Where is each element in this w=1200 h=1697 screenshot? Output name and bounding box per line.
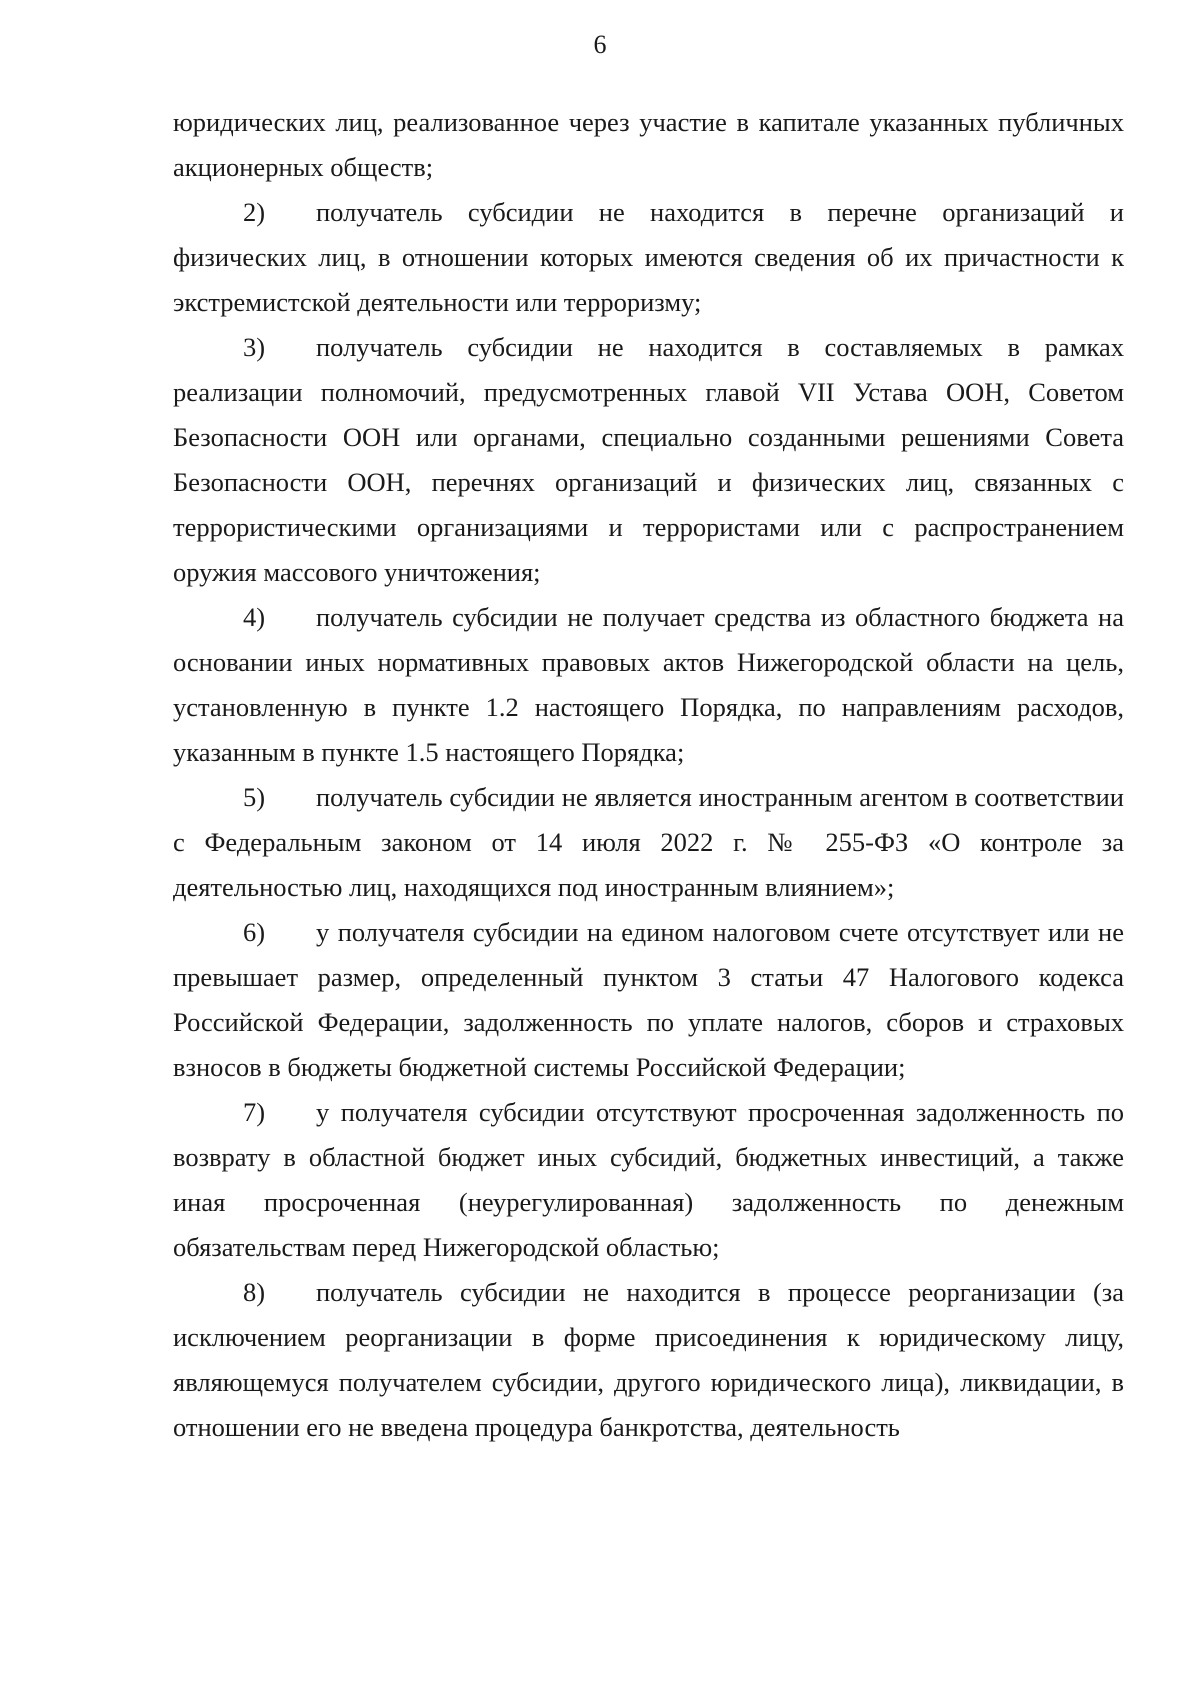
list-item-8 — [173, 1270, 1124, 1450]
paragraph-continuation: юридических лиц, реализованное через участие в капитале указанных публичных акционерных обществ; — [173, 107, 1124, 182]
item-number: 5) — [243, 782, 266, 812]
list-item-7 — [173, 1090, 1124, 1270]
item-text: получатель субсидии не находится в процессе реорганизации (за исключением реорганизации в форме присоединения к юридическому лицу, являющемуся получателем субсидии, другого юридического лица), ликвидации, в отношении его не введена процедура банкротства, деятельность — [173, 1277, 1124, 1442]
item-number: 2) — [243, 197, 266, 227]
list-item-2 — [173, 190, 1124, 325]
document-body — [173, 100, 1124, 1450]
list-item-4 — [173, 595, 1124, 775]
page-number: 6 — [593, 30, 607, 59]
list-item-5 — [173, 775, 1124, 910]
item-text: получатель субсидии не является иностранным агентом в соответствии с Федеральным законом от 14 июля 2022 г. № 255-ФЗ «О контроле за деятельностью лиц, находящихся под иностранным влиянием»; — [173, 782, 1124, 902]
item-text: получатель субсидии не получает средства из областного бюджета на основании иных нормативных правовых актов Нижегородской области на цель, установленную в пункте 1.2 настоящего Порядка, по направлениям расходов, указанным в пункте 1.5 настоящего Порядка; — [173, 602, 1124, 767]
item-number: 7) — [243, 1097, 266, 1127]
item-text: у получателя субсидии отсутствуют просроченная задолженность по возврату в областной бюджет иных субсидий, бюджетных инвестиций, а также иная просроченная (неурегулированная) задолженность по денежным обязательствам перед Нижегородской областью; — [173, 1097, 1124, 1262]
item-number: 3) — [243, 332, 266, 362]
item-text: получатель субсидии не находится в составляемых в рамках реализации полномочий, предусмотренных главой VII Устава ООН, Советом Безопасности ООН или органами, специально созданными решениями Совета Безопасности ООН, перечнях организаций и физических лиц, связанных с террористическими организациями и террористами или с распространением оружия массового уничтожения; — [173, 332, 1124, 587]
item-number: 6) — [243, 917, 266, 947]
item-text: получатель субсидии не находится в перечне организаций и физических лиц, в отношении которых имеются сведения об их причастности к экстремистской деятельности или терроризму; — [173, 197, 1124, 317]
item-number: 8) — [243, 1277, 266, 1307]
item-number: 4) — [243, 602, 266, 632]
item-text: у получателя субсидии на едином налоговом счете отсутствует или не превышает размер, определенный пунктом 3 статьи 47 Налогового кодекса Российской Федерации, задолженность по уплате налогов, сборов и страховых взносов в бюджеты бюджетной системы Российской Федерации; — [173, 917, 1124, 1082]
list-item-6 — [173, 910, 1124, 1090]
list-item-3 — [173, 325, 1124, 595]
